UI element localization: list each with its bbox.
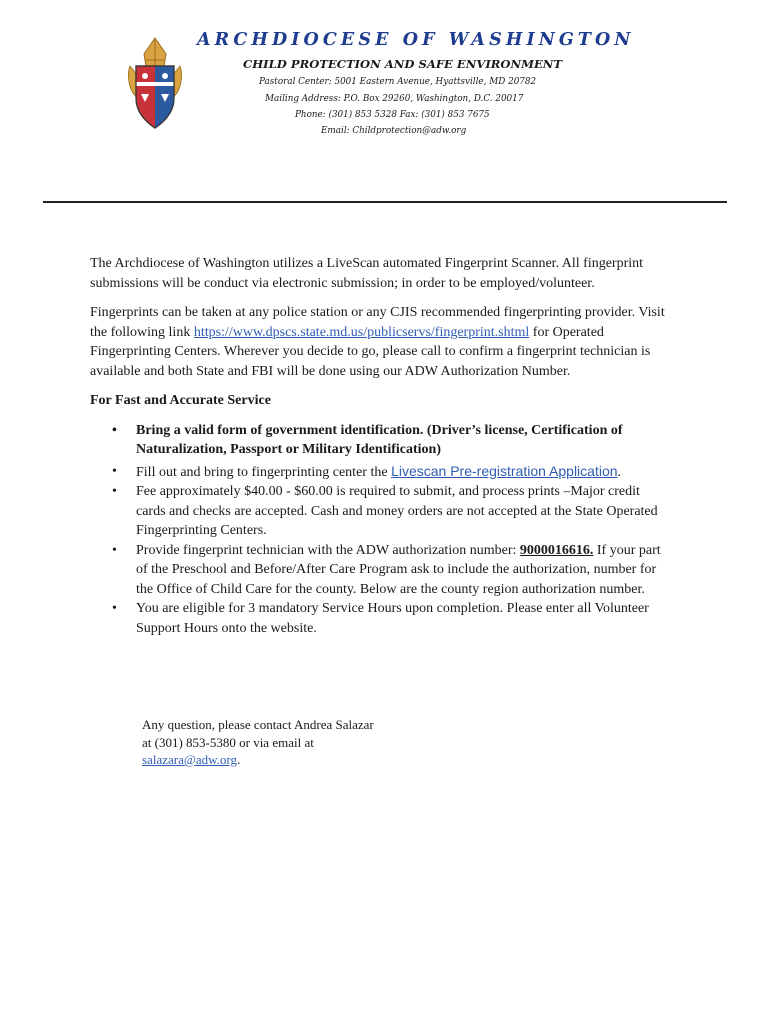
pastoral-center-address: Pastoral Center: 5001 Eastern Avenue, Hyattsville, MD 20782 — [259, 77, 537, 87]
bullet-glyph: • — [112, 422, 117, 438]
mailing-address: Mailing Address: P.O. Box 29260, Washington, D.C. 20017 — [265, 94, 524, 104]
bullet-glyph: • — [112, 542, 117, 558]
org-title: ARCHDIOCESE OF WASHINGTON — [197, 30, 635, 50]
para2-text-after: for Operated Fingerprinting Centers. Wherever you decide to go, please call to confirm a fingerprint technician is available and both State and FBI will be done using our ADW Authorization Number. — [90, 324, 651, 379]
intro-paragraph: The Archdiocese of Washington utilizes a LiveScan automated Fingerprint Scanner. All fingerprint submissions will be conduct via electronic submission; in order to be employed/volunteer. — [90, 256, 644, 291]
dpscs-fingerprint-link[interactable]: https://www.dpscs.state.md.us/publicservs/fingerprint.shtml — [193, 324, 530, 340]
department-title: CHILD PROTECTION AND SAFE ENVIRONMENT — [243, 57, 563, 71]
contact-block — [142, 716, 374, 769]
phone-fax: Phone: (301) 853 5328 Fax: (301) 853 7675 — [295, 110, 490, 120]
list-item — [90, 482, 670, 541]
bullet-glyph: • — [112, 463, 117, 479]
letter-body — [90, 254, 670, 638]
bullet-text-id: Bring a valid form of government identification. (Driver’s license, Certification of Naturalization, Passport or Military Identification) — [136, 422, 623, 457]
archdiocese-crest-icon — [126, 36, 184, 134]
header-divider — [43, 201, 727, 203]
bullet-glyph: • — [112, 484, 117, 499]
bullet-text-form-before: Fill out and bring to fingerprinting center the — [136, 464, 392, 480]
list-item — [90, 541, 670, 600]
bullet-glyph: • — [112, 601, 117, 616]
livescan-preregistration-link[interactable]: Livescan Pre-registration Application — [391, 462, 618, 479]
bullet-text-auth-after: If your part of the Preschool and Before/After Care Program ask to include the authorization, number for the Office of Child Care for the county. Below are the county region authorization number. — [136, 542, 661, 597]
contact-line-3 — [142, 751, 374, 769]
service-list — [90, 421, 670, 639]
list-item — [90, 421, 670, 460]
authorization-number: 9000016616. — [519, 542, 594, 558]
bullet-text-form-after: . — [617, 464, 622, 480]
contact-line-1: Any question, please contact Andrea Salazar — [142, 717, 374, 732]
fingerprint-location-paragraph — [90, 303, 670, 381]
contact-email-link[interactable]: salazara@adw.org — [142, 752, 237, 767]
bullet-text-fee: Fee approximately $40.00 - $60.00 is required to submit, and process prints –Major credit cards and checks are accepted. Cash and money orders are not accepted at the State Operated Fingerprinting Centers. — [136, 484, 658, 538]
list-item — [90, 462, 670, 483]
contact-line-2: at (301) 853-5380 or via email at — [142, 734, 314, 750]
bullet-text-service-hours: You are eligible for 3 mandatory Service Hours upon completion. Please enter all Volunteer Support Hours onto the website. — [136, 601, 649, 636]
para2-text-before: Fingerprints can be taken at any police station or any CJIS recommended fingerprinting provider. Visit the following link — [90, 305, 665, 340]
service-heading: For Fast and Accurate Service — [90, 393, 271, 408]
header-email: Email: Childprotection@adw.org — [321, 126, 467, 136]
contact-email-after: . — [236, 752, 241, 767]
bullet-text-auth-before: Provide fingerprint technician with the ADW authorization number: — [136, 542, 520, 558]
list-item — [90, 599, 670, 638]
